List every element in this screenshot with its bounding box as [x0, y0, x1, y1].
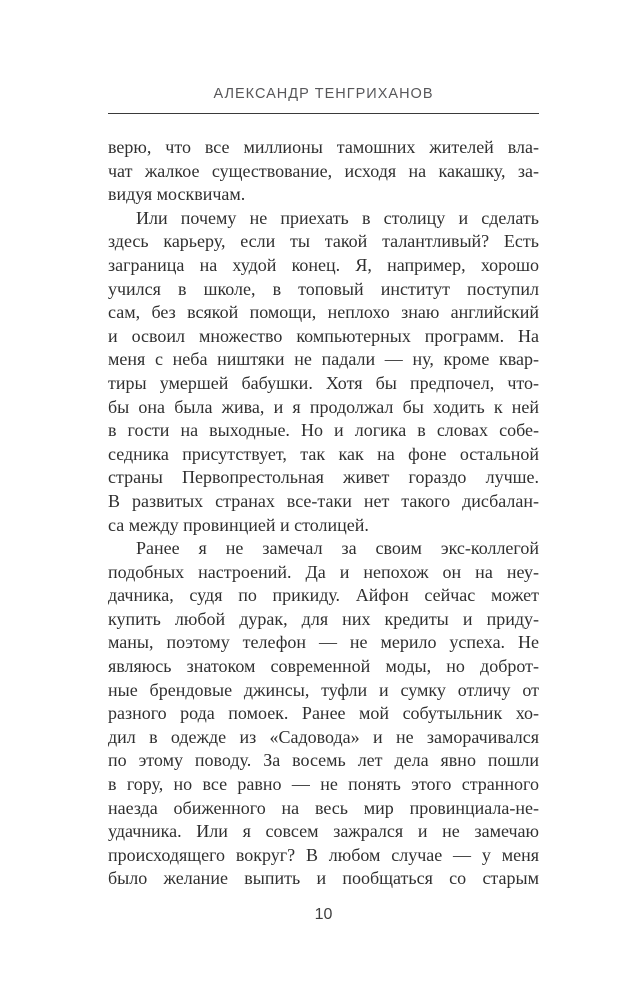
- text-line: по этому поводу. За восемь лет дела явно пошли: [108, 750, 539, 771]
- text-line: и освоил множество компьютерных программ. На: [108, 325, 539, 346]
- text-line: бы она была жива, и я продолжал бы ходить к ней: [108, 396, 539, 417]
- text-line: подобных настроений. Да и непохож он на неу-: [108, 561, 539, 582]
- text-line: заграница на худой конец. Я, например, хорошо: [108, 254, 539, 275]
- text-line: дачника, судя по прикиду. Айфон сейчас может: [108, 585, 539, 606]
- text-line: маны, поэтому телефон — не мерило успеха. Не: [108, 632, 539, 653]
- text-line: видуя москвичам.: [108, 184, 246, 205]
- text-line: было желание выпить и пообщаться со старым: [108, 868, 539, 889]
- text-line: меня с неба ништяки не падали — ну, кроме квар-: [108, 349, 539, 370]
- text-line: В развитых странах все-таки нет такого дисбалан-: [108, 490, 539, 511]
- text-line: здесь карьеру, если ты такой талантливый? Есть: [108, 231, 539, 252]
- text-line: верю, что все миллионы тамошних жителей вла-: [108, 137, 539, 157]
- text-line: учился в школе, в топовый институт поступил: [108, 278, 539, 299]
- text-line: Или почему не приехать в столицу и сделать: [136, 207, 539, 228]
- text-line: Ранее я не замечал за своим экс-коллегой: [136, 538, 539, 559]
- text-line: удачника. Или я совсем зажрался и не замечаю: [108, 821, 539, 842]
- text-line: страны Первопрестольная живет гораздо лучше.: [108, 467, 539, 488]
- text-line: в гору, но все равно — не понять этого странного: [108, 774, 539, 795]
- text-line: тиры умершей бабушки. Хотя бы предпочел, что-: [108, 372, 539, 393]
- text-line: разного рода помоек. Ранее мой собутыльник хо-: [108, 703, 539, 724]
- text-line: купить любой дурак, для них кредиты и приду-: [108, 608, 539, 629]
- text-line: происходящего вокруг? В любом случае — у меня: [108, 844, 539, 865]
- text-line: дил в одежде из «Садовода» и не заморачивался: [108, 726, 539, 747]
- text-line: являюсь знатоком современной моды, но доброт-: [108, 656, 539, 677]
- text-line: са между провинцией и столицей.: [108, 514, 369, 535]
- text-line: в гости на выходные. Но и логика в словах собе-: [108, 420, 539, 441]
- text-line: седника присутствует, так как на фоне остальной: [108, 443, 539, 464]
- running-header: АЛЕКСАНДР ТЕНГРИХАНОВ: [213, 86, 434, 102]
- text-line: наезда обиженного на весь мир провинциала-не-: [108, 797, 539, 818]
- text-line: чат жалкое существование, исходя на какашку, за-: [108, 160, 539, 181]
- text-line: ные брендовые джинсы, туфли и сумку отличу от: [108, 679, 539, 700]
- text-line: сам, без всякой помощи, неплохо знаю английский: [108, 302, 539, 323]
- page-number: 10: [314, 906, 333, 923]
- page-body-text: [108, 136, 539, 891]
- header-rule-divider: [108, 113, 539, 114]
